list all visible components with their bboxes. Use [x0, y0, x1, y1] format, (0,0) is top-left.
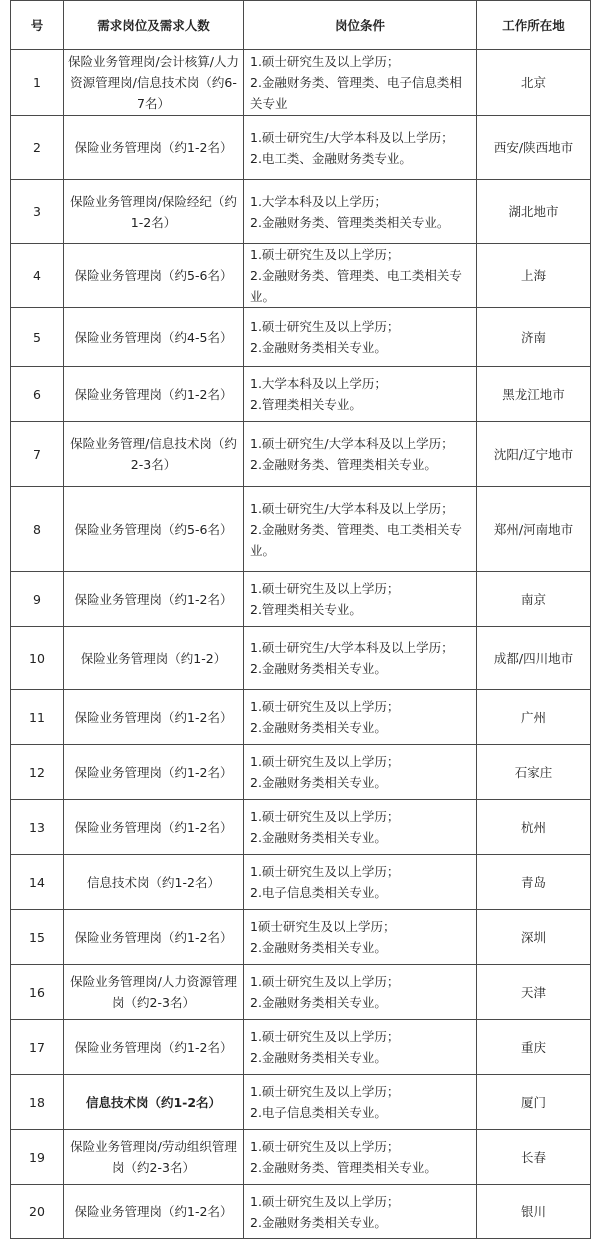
table-row: [11, 1020, 591, 1075]
position-cell: 保险业务管理/信息技术岗（约2-3名）: [64, 422, 244, 487]
row-number: 7: [11, 422, 64, 487]
row-number: 20: [11, 1185, 64, 1239]
requirement-education: 1.硕士研究生及以上学历；: [250, 864, 400, 879]
requirement-education: 1.硕士研究生/大学本科及以上学历；: [250, 129, 454, 145]
requirement-education: 1.硕士研究生/大学本科及以上学历；: [250, 640, 454, 655]
requirement-major: 2.金融财务类相关专业。: [250, 720, 387, 735]
table-row: [11, 910, 591, 965]
requirements-cell: [244, 1020, 477, 1075]
position-cell: 信息技术岗（约1-2名）: [64, 1075, 244, 1130]
requirement-major: 2.电子信息类相关专业。: [250, 885, 387, 900]
position-cell: 保险业务管理岗（约5-6名）: [64, 244, 244, 308]
row-number: 10: [11, 627, 64, 690]
position-cell: 保险业务管理岗（约1-2名）: [64, 1020, 244, 1075]
row-number: 1: [11, 50, 64, 116]
position-cell: 保险业务管理岗/会计核算/人力资源管理岗/信息技术岗（约6-7名）: [64, 50, 244, 116]
table-row: [11, 180, 591, 244]
row-number: 11: [11, 690, 64, 745]
requirement-major: 2.电工类、金融财务类专业。: [250, 150, 412, 166]
requirements-cell: [244, 690, 477, 745]
requirement-major: 2.金融财务类、管理类类相关专业。: [250, 214, 450, 230]
requirement-major: 2.电子信息类相关专业。: [250, 1105, 387, 1120]
table-row: [11, 572, 591, 627]
requirements-cell: [244, 487, 477, 572]
requirement-education: 1.大学本科及以上学历；: [250, 193, 387, 209]
row-number: 2: [11, 116, 64, 180]
position-cell: 保险业务管理岗/保险经纪（约1-2名）: [64, 180, 244, 244]
location-cell: 青岛: [477, 855, 591, 910]
requirements-cell: [244, 855, 477, 910]
location-cell: 西安/陕西地市: [477, 116, 591, 180]
requirement-major: 2.金融财务类相关专业。: [250, 1214, 387, 1230]
location-cell: 杭州: [477, 800, 591, 855]
requirement-major: 2.金融财务类相关专业。: [250, 775, 387, 790]
requirement-major: 2.管理类相关专业。: [250, 397, 362, 412]
requirements-cell: [244, 1130, 477, 1185]
position-cell: 保险业务管理岗（约1-2名）: [64, 745, 244, 800]
requirement-major: 2.金融财务类、管理类相关专业。: [250, 1160, 437, 1175]
requirement-major: 2.管理类相关专业。: [250, 602, 362, 617]
row-number: 13: [11, 800, 64, 855]
requirement-education: 1.硕士研究生及以上学历；: [250, 581, 400, 596]
header-row: [11, 1, 591, 50]
requirement-major: 2.金融财务类相关专业。: [250, 995, 387, 1010]
requirements-cell: [244, 745, 477, 800]
row-number: 15: [11, 910, 64, 965]
header-requirements: 岗位条件: [244, 1, 477, 50]
table-row: [11, 690, 591, 745]
location-cell: 厦门: [477, 1075, 591, 1130]
table-row: [11, 627, 591, 690]
position-cell: 保险业务管理岗（约4-5名）: [64, 308, 244, 367]
row-number: 9: [11, 572, 64, 627]
table-row: [11, 1130, 591, 1185]
table-row: [11, 800, 591, 855]
location-cell: 重庆: [477, 1020, 591, 1075]
table-row: [11, 308, 591, 367]
requirement-education: 1.硕士研究生及以上学历；: [250, 247, 400, 262]
table-row: [11, 116, 591, 180]
requirement-education: 1硕士研究生及以上学历；: [250, 919, 396, 934]
table-row: [11, 855, 591, 910]
header-location: 工作所在地: [477, 1, 591, 50]
location-cell: 黑龙江地市: [477, 367, 591, 422]
row-number: 18: [11, 1075, 64, 1130]
row-number: 17: [11, 1020, 64, 1075]
requirements-cell: [244, 1185, 477, 1239]
row-number: 8: [11, 487, 64, 572]
row-number: 6: [11, 367, 64, 422]
requirements-cell: [244, 422, 477, 487]
requirement-education: 1.硕士研究生及以上学历；: [250, 54, 400, 69]
requirements-cell: [244, 50, 477, 116]
position-cell: 保险业务管理岗（约1-2名）: [64, 572, 244, 627]
location-cell: 深圳: [477, 910, 591, 965]
location-cell: 北京: [477, 50, 591, 116]
table-row: [11, 1075, 591, 1130]
requirement-education: 1.大学本科及以上学历；: [250, 376, 387, 391]
position-cell: 保险业务管理岗/劳动组织管理岗（约2-3名）: [64, 1130, 244, 1185]
requirements-cell: [244, 572, 477, 627]
requirement-education: 1.硕士研究生及以上学历；: [250, 699, 400, 714]
table-row: [11, 244, 591, 308]
requirement-education: 1.硕士研究生及以上学历；: [250, 319, 400, 334]
location-cell: 广州: [477, 690, 591, 745]
position-cell: 保险业务管理岗（约1-2名）: [64, 690, 244, 745]
row-number: 19: [11, 1130, 64, 1185]
requirements-cell: [244, 965, 477, 1020]
position-cell: 信息技术岗（约1-2名）: [64, 855, 244, 910]
requirement-major: 2.金融财务类相关专业。: [250, 940, 387, 955]
position-cell: 保险业务管理岗/人力资源管理岗（约2-3名）: [64, 965, 244, 1020]
table-row: [11, 965, 591, 1020]
requirement-education: 1.硕士研究生及以上学历；: [250, 1139, 400, 1154]
header-position: 需求岗位及需求人数: [64, 1, 244, 50]
location-cell: 天津: [477, 965, 591, 1020]
requirement-major: 2.金融财务类、管理类、电工类相关专业。: [250, 521, 462, 558]
requirements-cell: [244, 116, 477, 180]
requirement-education: 1.硕士研究生及以上学历；: [250, 809, 400, 824]
requirement-education: 1.硕士研究生及以上学历；: [250, 1084, 400, 1099]
requirement-major: 2.金融财务类相关专业。: [250, 340, 387, 355]
requirements-cell: [244, 800, 477, 855]
row-number: 14: [11, 855, 64, 910]
location-cell: 沈阳/辽宁地市: [477, 422, 591, 487]
location-cell: 郑州/河南地市: [477, 487, 591, 572]
table-row: [11, 367, 591, 422]
position-cell: 保险业务管理岗（约1-2名）: [64, 1185, 244, 1239]
position-cell: 保险业务管理岗（约1-2名）: [64, 910, 244, 965]
location-cell: 石家庄: [477, 745, 591, 800]
position-cell: 保险业务管理岗（约1-2名）: [64, 116, 244, 180]
requirement-major: 2.金融财务类、管理类、电子信息类相关专业: [250, 75, 462, 111]
requirement-major: 2.金融财务类、管理类相关专业。: [250, 457, 437, 472]
requirement-education: 1.硕士研究生/大学本科及以上学历；: [250, 436, 454, 451]
requirement-major: 2.金融财务类、管理类、电工类相关专业。: [250, 268, 462, 304]
requirements-cell: [244, 1075, 477, 1130]
requirement-education: 1.硕士研究生及以上学历；: [250, 1193, 400, 1209]
location-cell: 上海: [477, 244, 591, 308]
requirements-cell: [244, 244, 477, 308]
position-cell: 保险业务管理岗（约5-6名）: [64, 487, 244, 572]
location-cell: 长春: [477, 1130, 591, 1185]
header-number: 号: [11, 1, 64, 50]
requirements-cell: [244, 627, 477, 690]
requirement-education: 1.硕士研究生及以上学历；: [250, 974, 400, 989]
requirements-cell: [244, 180, 477, 244]
location-cell: 湖北地市: [477, 180, 591, 244]
table-row: [11, 422, 591, 487]
row-number: 16: [11, 965, 64, 1020]
requirement-major: 2.金融财务类相关专业。: [250, 830, 387, 845]
requirement-education: 1.硕士研究生及以上学历；: [250, 1029, 400, 1044]
row-number: 12: [11, 745, 64, 800]
position-cell: 保险业务管理岗（约1-2名）: [64, 367, 244, 422]
requirement-education: 1.硕士研究生/大学本科及以上学历；: [250, 500, 454, 516]
positions-table: [10, 0, 591, 1239]
row-number: 4: [11, 244, 64, 308]
table-row: [11, 50, 591, 116]
requirements-cell: [244, 308, 477, 367]
location-cell: 银川: [477, 1185, 591, 1239]
table-row: [11, 487, 591, 572]
requirement-major: 2.金融财务类相关专业。: [250, 661, 387, 676]
requirement-education: 1.硕士研究生及以上学历；: [250, 754, 400, 769]
position-cell: 保险业务管理岗（约1-2）: [64, 627, 244, 690]
requirements-cell: [244, 910, 477, 965]
requirements-cell: [244, 367, 477, 422]
row-number: 3: [11, 180, 64, 244]
location-cell: 济南: [477, 308, 591, 367]
requirement-major: 2.金融财务类相关专业。: [250, 1050, 387, 1065]
row-number: 5: [11, 308, 64, 367]
table-row: [11, 745, 591, 800]
table-row: [11, 1185, 591, 1239]
location-cell: 南京: [477, 572, 591, 627]
location-cell: 成都/四川地市: [477, 627, 591, 690]
position-cell: 保险业务管理岗（约1-2名）: [64, 800, 244, 855]
